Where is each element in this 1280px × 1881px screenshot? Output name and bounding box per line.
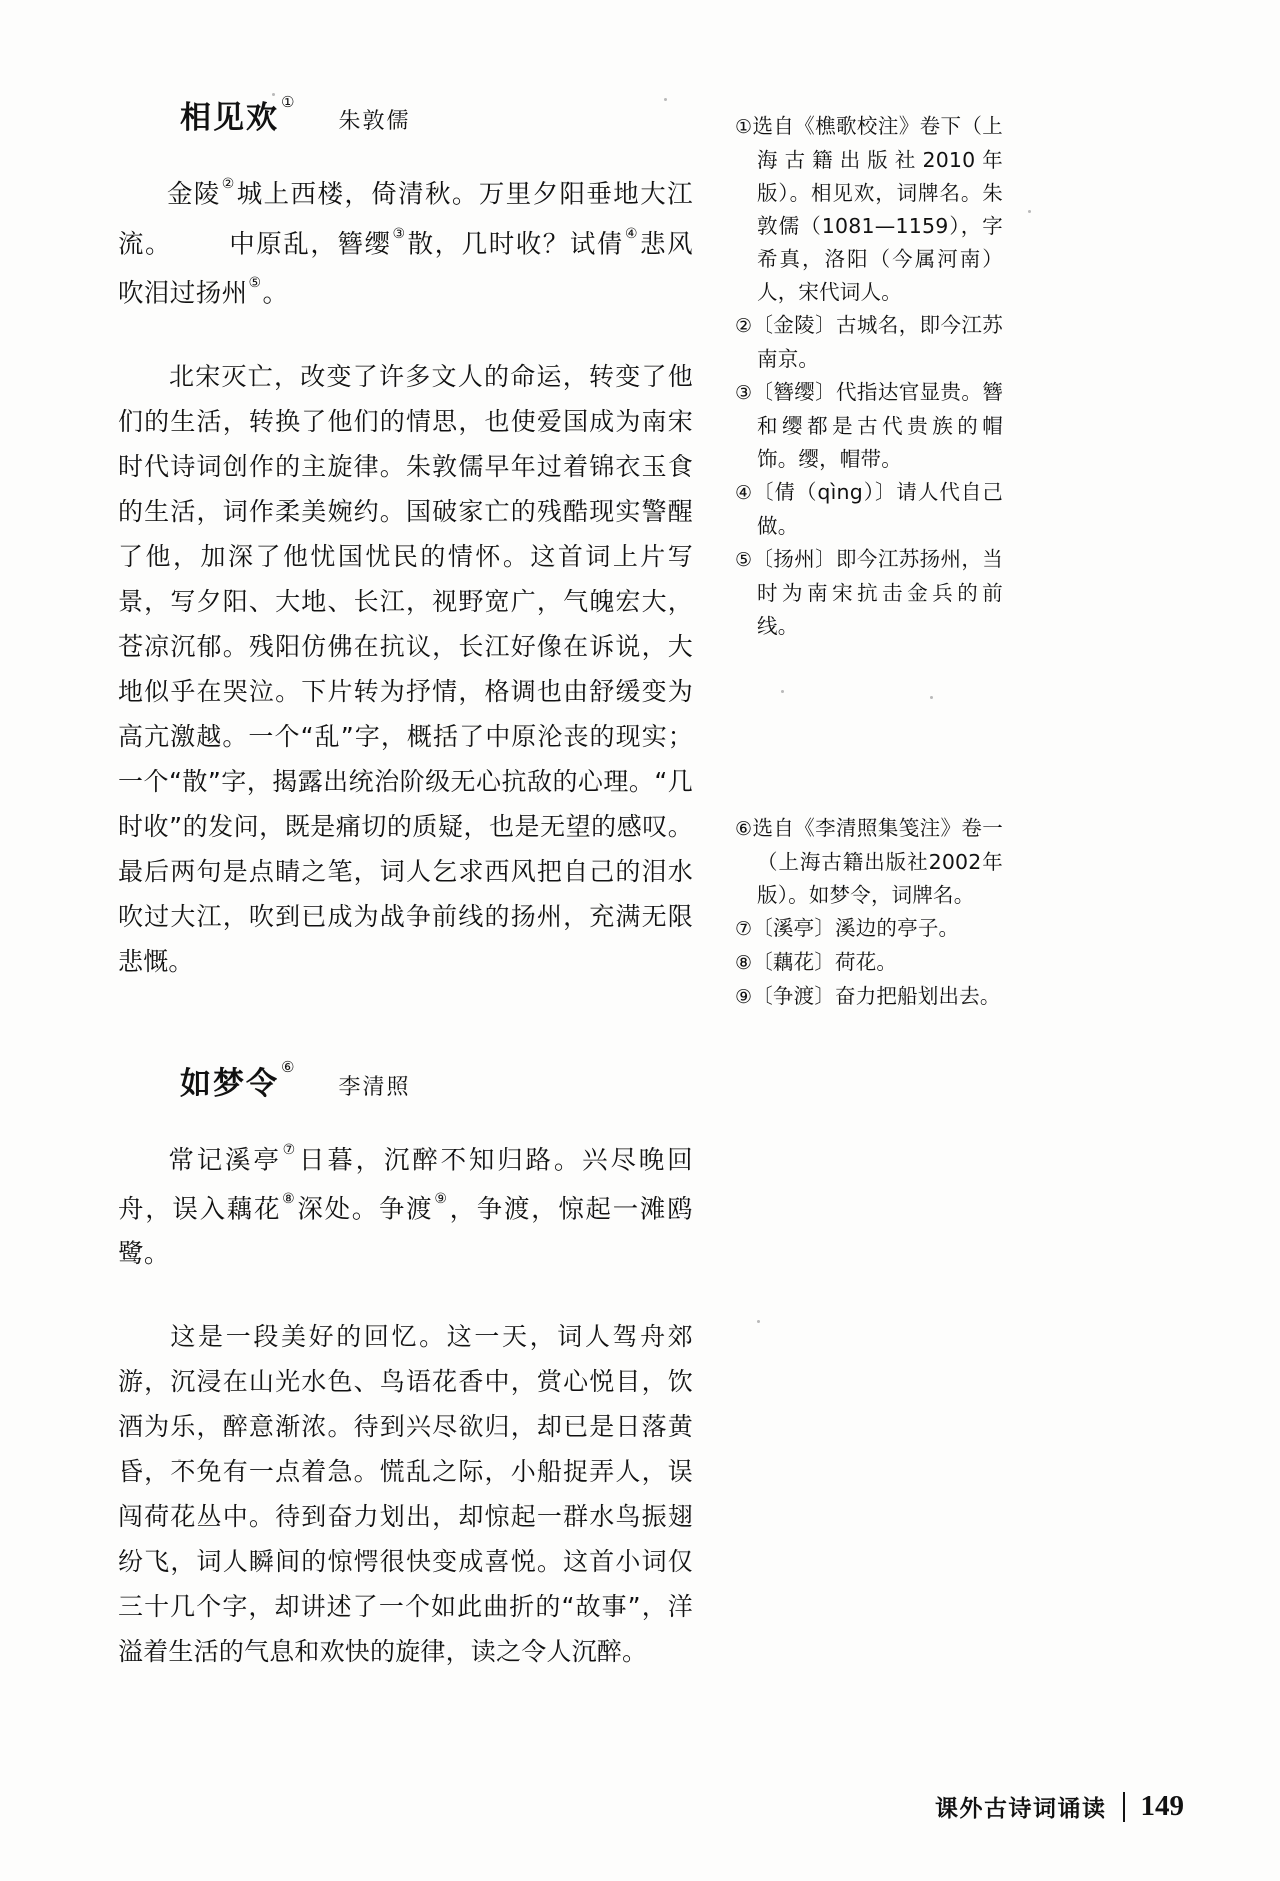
- annotation-item: [735, 946, 1003, 980]
- page-number: 149: [1140, 1790, 1184, 1822]
- poem-title: 如梦令 ⑥: [180, 1058, 297, 1102]
- footer-divider: [1123, 1792, 1125, 1822]
- note-marker-3: ③: [392, 225, 407, 242]
- scan-speck: [930, 696, 933, 699]
- annotation-item: [735, 812, 1003, 912]
- annotation-number: ⑦: [735, 918, 753, 940]
- annotation-text: 〔扬州〕即今江苏扬州，当时为南宋抗击金兵的前线。: [752, 547, 1003, 638]
- poem-author: 李清照: [338, 1074, 411, 1100]
- annotation-number: ⑤: [735, 549, 753, 571]
- annotation-number: ③: [735, 382, 753, 404]
- annotation-text: 〔争渡〕奋力把船划出去。: [752, 984, 1001, 1008]
- poem-block-rumengling: [118, 1058, 693, 1674]
- poem-author: 朱敦儒: [338, 109, 411, 134]
- note-marker-7: ⑦: [282, 1141, 299, 1158]
- annotation-number: ④: [735, 482, 754, 504]
- poem-commentary: 这是一段美好的回忆。这一天，词人驾舟郊游，沉浸在山光水色、鸟语花香中，赏心悦目，饮酒为乐，醉意渐浓。待到兴尽欲归，却已是日落黄昏，不免有一点着急。慌乱之际，小船捉弄人，误闯荷花丛中。待到奋力划出，却惊起一群水鸟振翅纷飞，词人瞬间的惊愕很快变成喜悦。这首小词仅三十几个字，却讲述了一个如此曲折的“故事”，洋溢着生活的气息和欢快的旋律，读之令人沉醉。: [118, 1321, 693, 1666]
- annotation-number: ②: [735, 315, 753, 337]
- annotation-column-1: [735, 110, 1003, 643]
- poem-block-xiangjianhuan: [118, 92, 693, 984]
- annotation-text: 〔金陵〕古城名，即今江苏南京。: [752, 313, 1003, 371]
- poem-text: 常记溪亭⑦日暮，沉醉不知归路。兴尽晚回舟，误入藕花⑧深处。争渡⑨，争渡，惊起一滩鸥鹭。: [118, 1141, 694, 1269]
- scan-speck: [1028, 210, 1031, 213]
- note-marker-2: ②: [221, 176, 236, 192]
- annotation-column-2: [735, 812, 1003, 1014]
- annotation-item: [735, 110, 1003, 309]
- footer-section-label: 课外古诗词诵读: [935, 1796, 1107, 1822]
- poem-title-note-marker: ⑥: [281, 1058, 297, 1077]
- annotation-text: 〔倩（qìng）〕请人代自己做。: [753, 480, 1004, 538]
- scan-speck: [757, 1320, 760, 1323]
- poem-text: 金陵②城上西楼，倚清秋。万里夕阳垂地大江流。 中原乱，簪缨③散，几时收？试倩④悲风吹泪过扬州⑤。: [118, 176, 693, 309]
- annotation-number: ⑥: [735, 818, 753, 840]
- annotation-item: [735, 376, 1003, 476]
- annotation-item: [735, 476, 1003, 543]
- note-marker-5: ⑤: [248, 275, 262, 291]
- poem-header: [118, 1058, 693, 1103]
- main-content-column: [118, 92, 693, 1680]
- annotation-item: [735, 543, 1003, 643]
- annotation-number: ⑨: [735, 986, 753, 1008]
- annotation-item: [735, 309, 1003, 376]
- note-marker-9: ⑨: [434, 1191, 449, 1207]
- note-marker-8: ⑧: [282, 1191, 297, 1207]
- annotation-item: [735, 912, 1003, 946]
- annotation-text: 〔簪缨〕代指达官显贵。簪和缨都是古代贵族的帽饰。缨，帽带。: [752, 380, 1003, 471]
- annotation-text: 〔溪亭〕溪边的亭子。: [752, 916, 960, 940]
- annotation-number: ①: [735, 116, 753, 138]
- annotation-text: 选自《李清照集笺注》卷一（上海古籍出版社2002年版）。如梦令，词牌名。: [752, 816, 1003, 907]
- page-footer: [935, 1790, 1184, 1823]
- annotation-text: 选自《樵歌校注》卷下（上海古籍出版社2010年版）。相见欢，词牌名。朱敦儒（1081—1159），字希真，洛阳（今属河南）人，宋代词人。: [752, 114, 1003, 304]
- annotation-number: ⑧: [735, 952, 753, 974]
- annotation-item: [735, 980, 1003, 1014]
- annotation-text: 〔藕花〕荷花。: [752, 950, 898, 974]
- scan-speck: [781, 690, 784, 693]
- poem-title-note-marker: ①: [281, 92, 297, 111]
- poem-title: 相见欢 ①: [180, 92, 297, 136]
- poem-commentary: 北宋灭亡，改变了许多文人的命运，转变了他们的生活，转换了他们的情思，也使爱国成为南宋时代诗词创作的主旋律。朱敦儒早年过着锦衣玉食的生活，词作柔美婉约。国破家亡的残酷现实警醒了他，加深了他忧国忧民的情怀。这首词上片写景，写夕阳、大地、长江，视野宽广，气魄宏大，苍凉沉郁。残阳仿佛在抗议，长江好像在诉说，大地似乎在哭泣。下片转为抒情，格调也由舒缓变为高亢激越。一个“乱”字，概括了中原沦丧的现实；一个“散”字，揭露出统治阶级无心抗敌的心理。“几时收”的发问，既是痛切的质疑，也是无望的感叹。最后两句是点睛之笔，词人乞求西风把自己的泪水吹过大江，吹到已成为战争前线的扬州，充满无限悲慨。: [118, 361, 693, 976]
- poem-header: [118, 92, 693, 137]
- note-marker-4: ④: [624, 225, 640, 242]
